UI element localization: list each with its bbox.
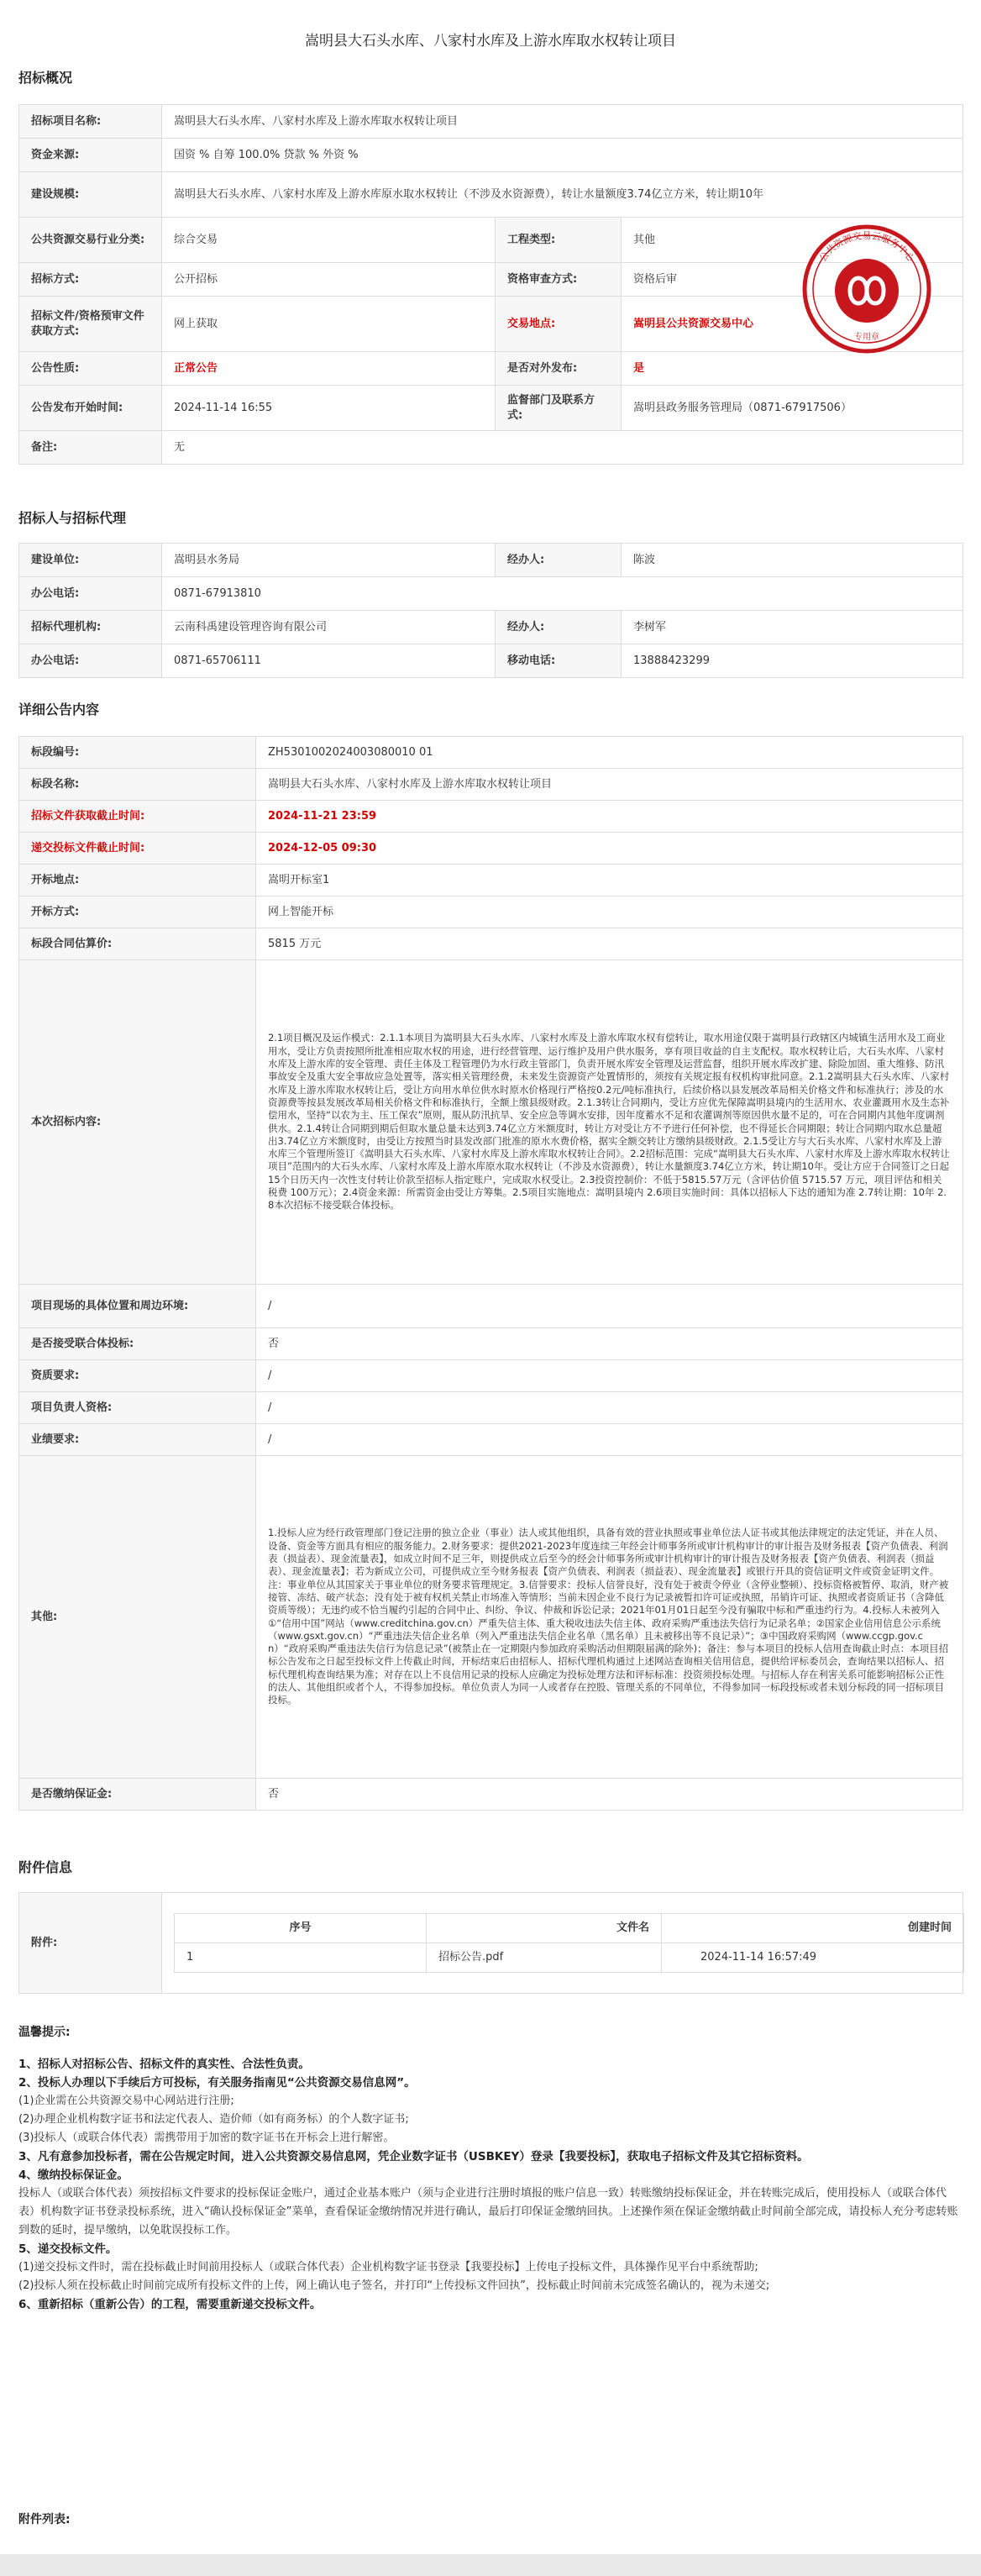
- funds-value: 国资 % 自筹 100.0% 贷款 % 外资 %: [162, 139, 963, 172]
- perf-label: 业绩要求:: [19, 1424, 256, 1456]
- remark-label: 备注:: [19, 431, 162, 465]
- section-title-detail: 详细公告内容: [18, 702, 100, 718]
- scope-value: 2.1项目概况及运作模式：2.1.1本项目为嵩明县大石头水库、八家村水库及上游水库取水权有偿转让，取水用途仅限于嵩明县行政辖区内城镇生活用水及工商业用水，受让方负责按照所批准相应取水权的用途，进行经营管理、运行维护及用户供水服务，享有项目收益的自主支配权。取水权转让后，大石头水库、八家村水库及上游水库的安全管理、责任主体及工程管理仍为水行政主管部门，负责开展水库安全管理及运营监督，组织开展水库改扩建、除险加固、重大维修、防汛事故安全及重大安全事故应急处置等，落实相关管理经费，未来发生资源资产处置情形的，须按有关规定报有权机构审批同意。2.1.2嵩明县大石头水库、八家村水库及上游水库取水权转让后，受让方向用水单位供水时原水价格现行严格按0.2元/吨标准执行，后续价格以县发展改革局相关价格文件和标准执行；涉及的水资源费等按县发展改革局相关价格文件和标准执行，全额上缴县级财政。2.1.3转让合同期内，受让方应优先保障嵩明县境内的生活用水、农业灌溉用水及生态补偿用水，坚持“以农为主、压工保农”原则，服从防汛抗旱、安全应急等调水安排，因年度蓄水不足和农灌调剂等原因供水量不足的，可在合同期内其他年度调剂供水。2.1.4转让合同期到期后但取水量总量未达到3.74亿立方米额度时，转让方对受让方不予进行任何补偿，也不得延长合同期限；转让合同期内取水总量超出3.74亿立方米额度时，由受让方按照当时县发改部门批准的原水水费价格，据实全额交转让方缴纳县级财政。2.1.5受让方与大石头水库、八家村水库及上游水库三个管理所签订《嵩明县大石头水库、八家村水库及上游水库取水权转让合同》。2.2招标范围：完成“嵩明县大石头水库、八家村水库及上游水库取水权转让项目”范围内的大石头水库、八家村水库及上游水库原水取水权转让（不涉及水资源费），转让水量额度3.74亿立方米，转让期10年。受让方应于合同签订之日起15个日历天内一次性支付转让价款至招标人指定账户，完成取水权受让。2.3投资控制价：不低于5815.57万元（含评估价值 5715.57 万元，项目评估和相关税费 100万元）；2.4资金来源：所需资金由受让方筹集。2.5项目实施地点：嵩明县境内 2.6项目实施时间：具体以招标人下达的通知为准 2.7转让期：10年 2.8本次招标不接受联合体投标。: [256, 960, 963, 1285]
- agent-label: 招标代理机构:: [19, 611, 162, 644]
- qual-label: 资质要求:: [19, 1360, 256, 1392]
- attachment-list-title: 附件列表:: [18, 2513, 71, 2526]
- hint-line: 投标人（或联合体代表）须按招标文件要求的投标保证金账户，通过企业基本账户（须与企业进行注册时填报的账户信息一致）转账缴纳投标保证金，并在转账完成后，使用投标人（或联合体代表）机构数字证书登录投标系统，进入“确认投标保证金”菜单，查看保证金缴纳情况并进行确认，最后打印保证金缴纳回执。上述操作须在保证金缴纳截止时间前全部完成，请投标人充分考虑转账到数的延时，提早缴纳，以免耽误投标工作。: [18, 2187, 958, 2237]
- section-title-overview: 招标概况: [18, 70, 73, 86]
- other-label: 其他:: [19, 1456, 256, 1779]
- hint-line: 1、招标人对招标公告、招标文件的真实性、合法性负责。: [18, 2058, 310, 2071]
- handler-value: 陈波: [622, 544, 963, 577]
- method-label: 招标方式:: [19, 263, 162, 297]
- agent-handler-value: 李树军: [622, 611, 963, 644]
- open-method-value: 网上智能开标: [256, 896, 963, 928]
- category-value: 综合交易: [162, 218, 496, 263]
- handler-label: 经办人:: [496, 544, 622, 577]
- eng-type-value: 其他: [622, 218, 963, 263]
- hints-title: 温馨提示:: [18, 2026, 71, 2039]
- attachment-table: [18, 1892, 963, 1994]
- project-name-label: 招标项目名称:: [19, 105, 162, 139]
- deposit-label: 是否缴纳保证金:: [19, 1779, 256, 1811]
- hint-line: 6、重新招标（重新公告）的工程，需要重新递交投标文件。: [18, 2298, 322, 2311]
- code-label: 标段编号:: [19, 737, 256, 769]
- consortium-label: 是否接受联合体投标:: [19, 1328, 256, 1360]
- method-value: 公开招标: [162, 263, 496, 297]
- doc-get-label: 招标文件/资格预审文件获取方式:: [19, 297, 162, 352]
- eng-type-label: 工程类型:: [496, 218, 622, 263]
- doc-deadline-value: 2024-11-21 23:59: [256, 801, 963, 833]
- online-label: 是否对外发布:: [496, 352, 622, 386]
- detail-table: [18, 736, 963, 1811]
- online-value: 是: [622, 352, 963, 386]
- perf-value: /: [256, 1424, 963, 1456]
- hint-line: (1)企业需在公共资源交易中心网站进行注册;: [18, 2095, 234, 2107]
- location-label: 项目现场的具体位置和周边环境:: [19, 1285, 256, 1328]
- section-title-attachment: 附件信息: [18, 1859, 73, 1875]
- attachment-label: 附件:: [19, 1893, 162, 1994]
- agent-phone-label: 办公电话:: [19, 644, 162, 678]
- official-seal-icon: [800, 222, 934, 356]
- consortium-value: 否: [256, 1328, 963, 1360]
- bid-deadline-value: 2024-12-05 09:30: [256, 833, 963, 865]
- location-value: /: [256, 1285, 963, 1328]
- attachment-row-time: 2024-11-14 16:57:49: [662, 1943, 964, 1973]
- hint-line: (2)投标人须在投标截止时间前完成所有投标文件的上传，网上确认电子签名，并打印“上传投标文件回执”，投标截止时间前未完成签名确认的，视为未递交;: [18, 2279, 770, 2292]
- attachment-list: [174, 1913, 964, 1973]
- other-value: 1.投标人应为经行政管理部门登记注册的独立企业（事业）法人或其他组织，具备有效的营业执照或事业单位法人证书或其他法律规定的法定凭证，并在人员、设备、资金等方面具有相应的服务能力。2.财务要求：提供2021-2023年度连续三年经会计师事务所或审计机构审计的审计报告及财务报表【资产负债表、利润表（损益表）、现金流量表】，如成立时间不足三年，则提供成立后至今的经会计师事务所或审计机构审计的审计报告及财务报表【资产负债表、利润表（损益表）、现金流量表】；若为新成立公司，可提供成立至今财务报表【资产负债表、利润表（损益表）、现金流量表】或银行开具的资信证明文件或资金证明文件。注：事业单位从其国家关于事业单位的财务要求管理规定。3.信誉要求：投标人信誉良好，没有处于被责令停业（含停业整顿）、投标资格被暂停、取消，财产被接管、冻结、破产状态；没有处于被有权机关禁止市场准入等情形；当前未因企业不良行为记录被暂扣许可证或执照，吊销许可证、执照或者资质证书（含降低资质等级）；无违约或不恰当履约引起的合同中止、纠纷、争议、仲裁和诉讼记录；2021年01月01日起至今没有骗取中标和严重违约行为。4.投标人未被列入①“信用中国”网站（www.creditchina.gov.cn）严重失信主体、重大税收违法失信主体、政府采购严重违法失信行为记录名单；②国家企业信用信息公示系统（www.gsxt.gov.cn）“严重违法失信企业名单（列入严重违法失信企业名单（黑名单）且未被移出等不良记录）”；③中国政府采购网（www.ccgp.gov.cn）“政府采购严重违法失信行为信息记录”(被禁止在一定期限内参加政府采购活动但期限届满的除外)；备注：参与本项目的投标人信用查询截止时点：本项目招标公告发布之日起至投标文件上传截止时间，开标结束后由招标人、招标代理机构通过上述网站查询相关信用信息，提供给评标委员会，查询结果以招标人、招标代理机构查询结果为准；对存在以上不良信用记录的投标人应确定为投标处理方法和评标标准：投资须投标处理。与招标人存在利害关系可能影响招标公正性的法人、其他组织或者个人，不得参加投标。单位负责人为同一人或者存在控股、管理关系的不同单位，不得参加同一标段投标或者未划分标段的同一招标项目投标。: [256, 1456, 963, 1779]
- supervisor-value: 嵩明县政务服务管理局（0871-67917506）: [622, 386, 963, 431]
- hint-line: (2)办理企业机构数字证书和法定代表人、造价师（如有商务标）的个人数字证书;: [18, 2113, 409, 2126]
- estimate-label: 标段合同估算价:: [19, 928, 256, 960]
- hint-line: (1)递交投标文件时，需在投标截止时间前用投标人（或联合体代表）企业机构数字证书登录【我要投标】上传电子投标文件，具体操作见平台中系统帮助;: [18, 2261, 758, 2274]
- parties-table: [18, 543, 963, 678]
- content-value: 嵩明县大石头水库、八家村水库及上游水库原水取水权转让（不涉及水资源费），转让水量额度3.74亿立方米，转让期10年: [162, 172, 963, 218]
- funds-label: 资金来源:: [19, 139, 162, 172]
- footer-strip: [0, 2554, 981, 2576]
- hints-block: [18, 2055, 963, 2314]
- mobile-label: 移动电话:: [496, 644, 622, 678]
- detail-name-value: 嵩明县大石头水库、八家村水库及上游水库取水权转让项目: [256, 769, 963, 801]
- notice-type-label: 公告性质:: [19, 352, 162, 386]
- scope-label: 本次招标内容:: [19, 960, 256, 1285]
- deposit-value: 否: [256, 1779, 963, 1811]
- agent-phone-value: 0871-65706111: [162, 644, 496, 678]
- remark-value: 无: [162, 431, 963, 465]
- hint-line: (3)投标人（或联合体代表）需携带用于加密的数字证书在开标会上进行解密。: [18, 2132, 395, 2144]
- owner-phone-value: 0871-67913810: [162, 577, 963, 611]
- agent-handler-label: 经办人:: [496, 611, 622, 644]
- owner-value: 嵩明县水务局: [162, 544, 496, 577]
- doc-deadline-label: 招标文件获取截止时间:: [19, 801, 256, 833]
- section-title-parties: 招标人与招标代理: [18, 510, 127, 526]
- owner-label: 建设单位:: [19, 544, 162, 577]
- notice-type-value: 正常公告: [162, 352, 496, 386]
- attachment-list-cell: [162, 1893, 963, 1994]
- detail-name-label: 标段名称:: [19, 769, 256, 801]
- place-value: 嵩明县公共资源交易中心: [622, 297, 963, 352]
- bid-deadline-label: 递交投标文件截止时间:: [19, 833, 256, 865]
- open-place-value: 嵩明开标室1: [256, 865, 963, 896]
- content-label: 建设规模:: [19, 172, 162, 218]
- attachment-row[interactable]: [175, 1943, 964, 1973]
- svg-text:专用章: 专用章: [854, 333, 879, 342]
- code-value: ZH5301002024003080010 01: [256, 737, 963, 769]
- col-no-header: 序号: [175, 1914, 427, 1943]
- qual-value: /: [256, 1360, 963, 1392]
- leader-value: /: [256, 1392, 963, 1424]
- svg-text:公共资源交易云服务中心: 公共资源交易云服务中心: [817, 230, 916, 264]
- hint-line: 2、投标人办理以下手续后方可投标，有关服务指南见“公共资源交易信息网”。: [18, 2076, 416, 2090]
- doc-get-value: 网上获取: [162, 297, 496, 352]
- leader-label: 项目负责人资格:: [19, 1392, 256, 1424]
- open-method-label: 开标方式:: [19, 896, 256, 928]
- supervisor-label: 监督部门及联系方式:: [496, 386, 622, 431]
- col-name-header: 文件名: [427, 1914, 662, 1943]
- project-name: 嵩明县大石头水库、八家村水库及上游水库取水权转让项目: [162, 105, 963, 139]
- col-time-header: 创建时间: [662, 1914, 964, 1943]
- review-label: 资格审查方式:: [496, 263, 622, 297]
- place-label: 交易地点:: [496, 297, 622, 352]
- agent-value: 云南科禹建设管理咨询有限公司: [162, 611, 496, 644]
- open-place-label: 开标地点:: [19, 865, 256, 896]
- estimate-value: 5815 万元: [256, 928, 963, 960]
- owner-phone-label: 办公电话:: [19, 577, 162, 611]
- attachment-row-name[interactable]: 招标公告.pdf: [427, 1943, 662, 1973]
- hint-line: 3、凡有意参加投标者，需在公告规定时间，进入公共资源交易信息网，凭企业数字证书（USBKEY）登录【我要投标】，获取电子招标文件及其它招标资料。: [18, 2150, 809, 2163]
- review-value: 资格后审: [622, 263, 963, 297]
- publish-time-label: 公告发布开始时间:: [19, 386, 162, 431]
- publish-time-value: 2024-11-14 16:55: [162, 386, 496, 431]
- category-label: 公共资源交易行业分类:: [19, 218, 162, 263]
- attachment-row-no: 1: [175, 1943, 427, 1973]
- mobile-value: 13888423299: [622, 644, 963, 678]
- hint-line: 4、缴纳投标保证金。: [18, 2169, 129, 2182]
- page-title: 嵩明县大石头水库、八家村水库及上游水库取水权转让项目: [305, 33, 676, 50]
- hint-line: 5、递交投标文件。: [18, 2242, 118, 2256]
